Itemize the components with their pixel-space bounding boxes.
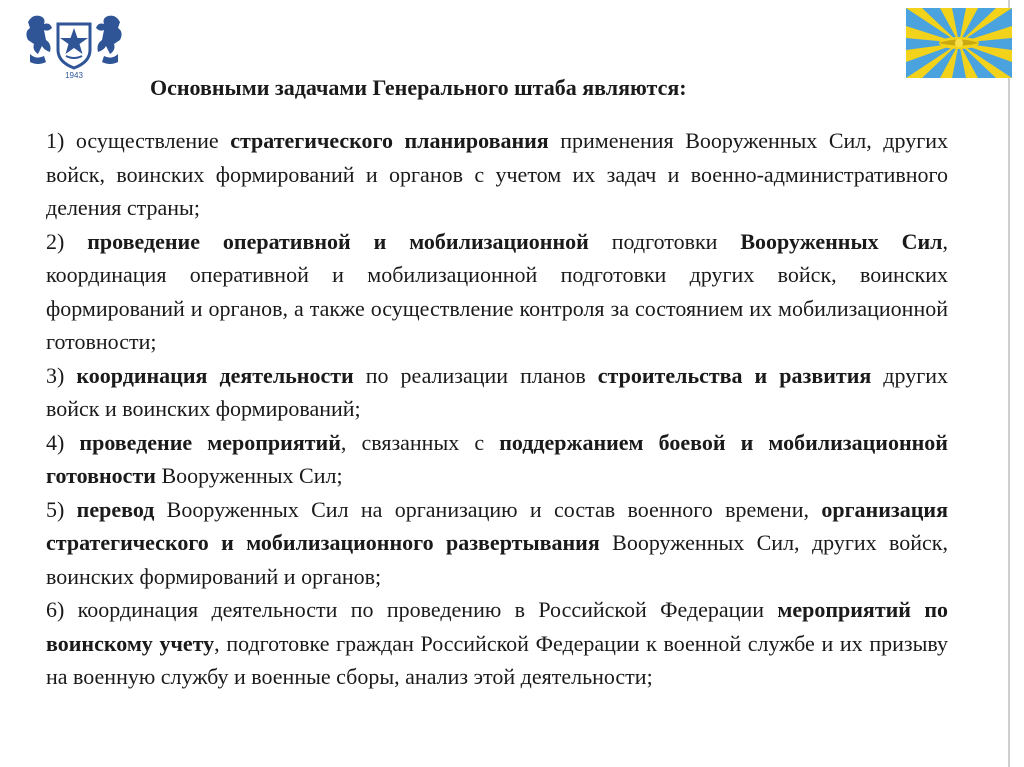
task-2-part-4: Вооруженных Сил: [740, 228, 943, 254]
slide-right-border: [1008, 0, 1010, 767]
task-item-1: [46, 124, 948, 225]
emblem-logo: [22, 10, 126, 82]
task-5-part-4: организация стратегического и мобилизационного развертывания: [46, 496, 948, 555]
emblem-year: 1943: [65, 71, 83, 80]
emblem-icon: [22, 10, 126, 82]
task-3-part-5: других войск и воинских формирований;: [46, 362, 949, 421]
air-force-flag: [906, 8, 1012, 78]
task-item-3: [46, 359, 948, 426]
task-1-part-2: стратегического планирования: [230, 128, 549, 153]
task-1-part-3: применения Вооруженных Сил, других войск, воинских формирований и органов с учетом их задач и военно-административного деления страны;: [46, 128, 948, 220]
task-2-part-1: 2): [46, 228, 88, 254]
task-item-6: [46, 593, 948, 694]
task-6-part-1: 6) координация деятельности по проведению в Российской Федерации: [46, 597, 778, 622]
task-item-4: [46, 426, 948, 493]
task-1-part-1: 1) осуществление: [46, 128, 231, 153]
task-2-part-2: проведение оперативной и мобилизационной: [87, 228, 589, 254]
flag-icon: [906, 8, 1012, 78]
task-5-part-5: Вооруженных Сил, других войск, воинских формирований и органов;: [46, 530, 948, 589]
task-6-part-2: мероприятий по воинскому учету: [46, 597, 948, 656]
task-4-part-3: , связанных с: [340, 429, 500, 455]
task-5-part-3: Вооруженных Сил на организацию и состав военного времени,: [154, 496, 822, 522]
task-item-2: [46, 225, 948, 359]
task-2-part-5: , координация оперативной и мобилизационной подготовки других войск, воинских формирований и органов, а также осуществление контроля за состоянием их мобилизационной готовности;: [46, 228, 948, 354]
task-4-part-5: Вооруженных Сил;: [155, 463, 343, 488]
task-4-part-4: поддержанием боевой и мобилизационной готовности: [46, 429, 948, 488]
task-item-5: [46, 493, 948, 594]
task-5-part-2: перевод: [76, 496, 155, 522]
task-3-part-3: по реализации планов: [353, 362, 598, 388]
task-4-part-1: 4): [46, 429, 80, 455]
task-2-part-3: подготовки: [588, 228, 741, 254]
task-5-part-1: 5): [46, 496, 77, 522]
task-4-part-2: проведение мероприятий: [79, 429, 341, 455]
task-3-part-4: строительства и развития: [597, 362, 872, 388]
task-6-part-3: , подготовке граждан Российской Федерации к военной службе и их призыву на военную службу и военные сборы, анализ этой деятельности;: [46, 630, 948, 689]
task-3-part-1: 3): [46, 362, 77, 388]
page-title: Основными задачами Генерального штаба являются:: [150, 75, 687, 100]
task-list: [46, 124, 948, 694]
task-3-part-2: координация деятельности: [76, 362, 354, 388]
